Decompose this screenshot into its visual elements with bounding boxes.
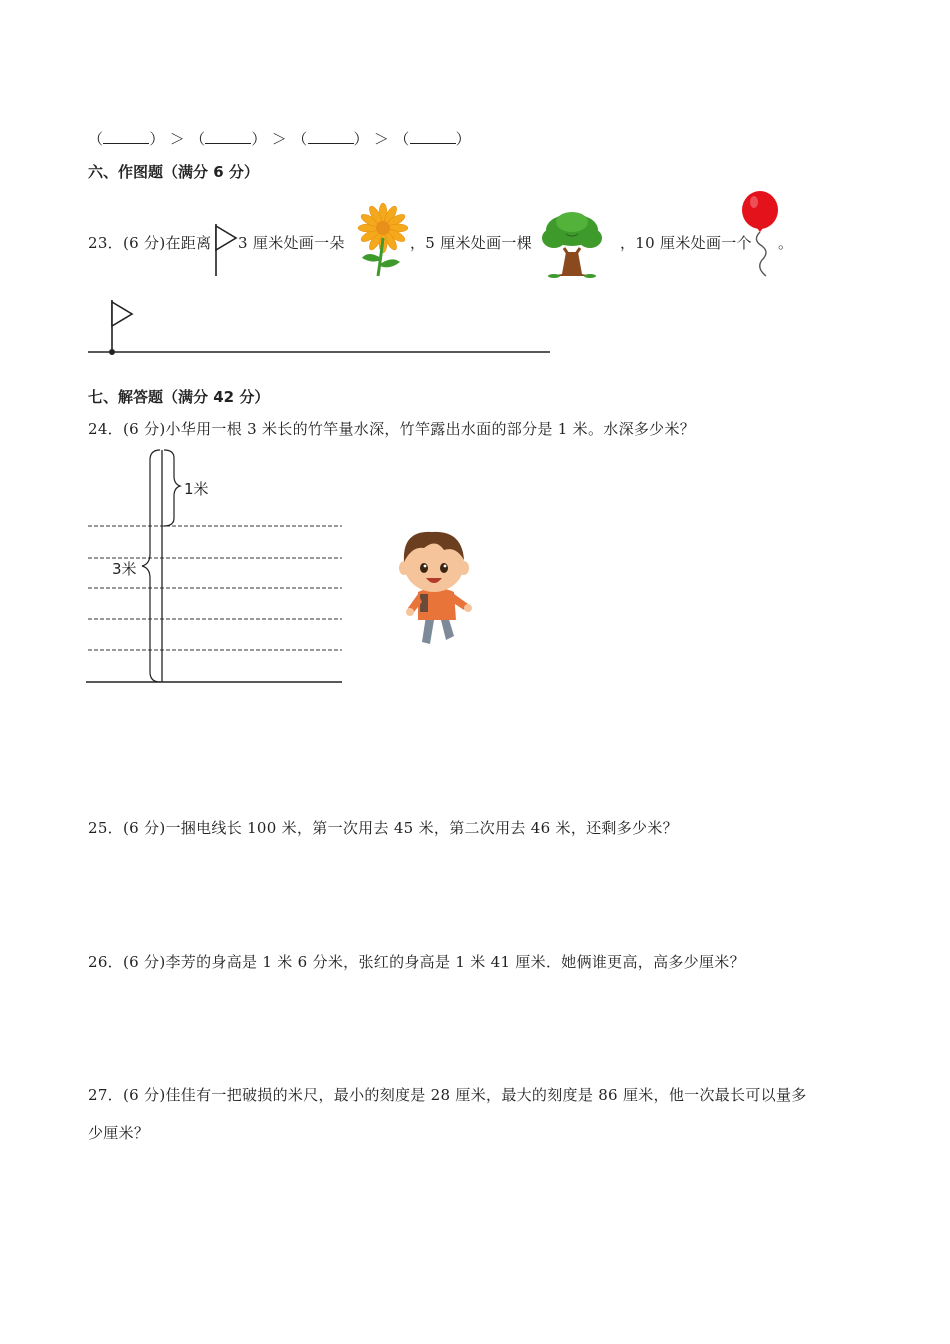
balloon-icon <box>740 190 782 280</box>
q25-text: 25．(6 分)一捆电线长 100 米，第一次用去 45 米，第二次用去 46 米，还剩多少米？ <box>88 819 678 837</box>
tree-icon <box>540 208 604 278</box>
section-6-title: 六、作图题（满分 6 分） <box>88 163 259 181</box>
paren-open: （ <box>190 130 206 148</box>
blank-4[interactable] <box>410 131 456 144</box>
section-7-title: 七、解答题（满分 42 分） <box>88 388 270 406</box>
q26-text: 26．(6 分)李芳的身高是 1 米 6 分米，张红的身高是 1 米 41 厘米．她俩谁更高，高多少厘米？ <box>88 953 745 971</box>
blank-1[interactable] <box>103 131 149 144</box>
q23-end: 。 <box>778 234 794 252</box>
paren-close: ） <box>149 130 165 148</box>
q23-prefix: 23．(6 分)在距离 <box>88 234 212 252</box>
q24-text: 24．(6 分)小华用一根 3 米长的竹竿量水深，竹竿露出水面的部分是 1 米。水深多少米？ <box>88 420 696 438</box>
q27-line2: 少厘米？ <box>88 1124 150 1142</box>
greater-than: ＞ <box>169 130 186 148</box>
q23-part2: ，5 厘米处画一棵 <box>410 234 533 252</box>
paren-close: ） <box>251 130 267 148</box>
boy-illustration <box>396 524 476 648</box>
q23-part3: ，10 厘米处画一个 <box>620 234 752 252</box>
ordering-blanks-line <box>88 128 471 149</box>
greater-than: ＞ <box>373 130 390 148</box>
label-3m: 3米 <box>112 560 137 578</box>
drawing-baseline <box>80 290 560 360</box>
paren-open: （ <box>292 130 308 148</box>
blank-3[interactable] <box>308 131 354 144</box>
paren-open: （ <box>394 130 410 148</box>
blank-2[interactable] <box>205 131 251 144</box>
paren-open: （ <box>88 130 104 148</box>
greater-than: ＞ <box>271 130 288 148</box>
q23-part1: 3 厘米处画一朵 <box>238 234 345 252</box>
sunflower-icon <box>354 204 412 278</box>
paren-close: ） <box>353 130 369 148</box>
q27-line1: 27．(6 分)佳佳有一把破损的米尺，最小的刻度是 28 厘米，最大的刻度是 86 厘米，他一次最长可以量多 <box>88 1086 807 1104</box>
label-1m: 1米 <box>184 480 209 498</box>
paren-close: ） <box>455 130 471 148</box>
